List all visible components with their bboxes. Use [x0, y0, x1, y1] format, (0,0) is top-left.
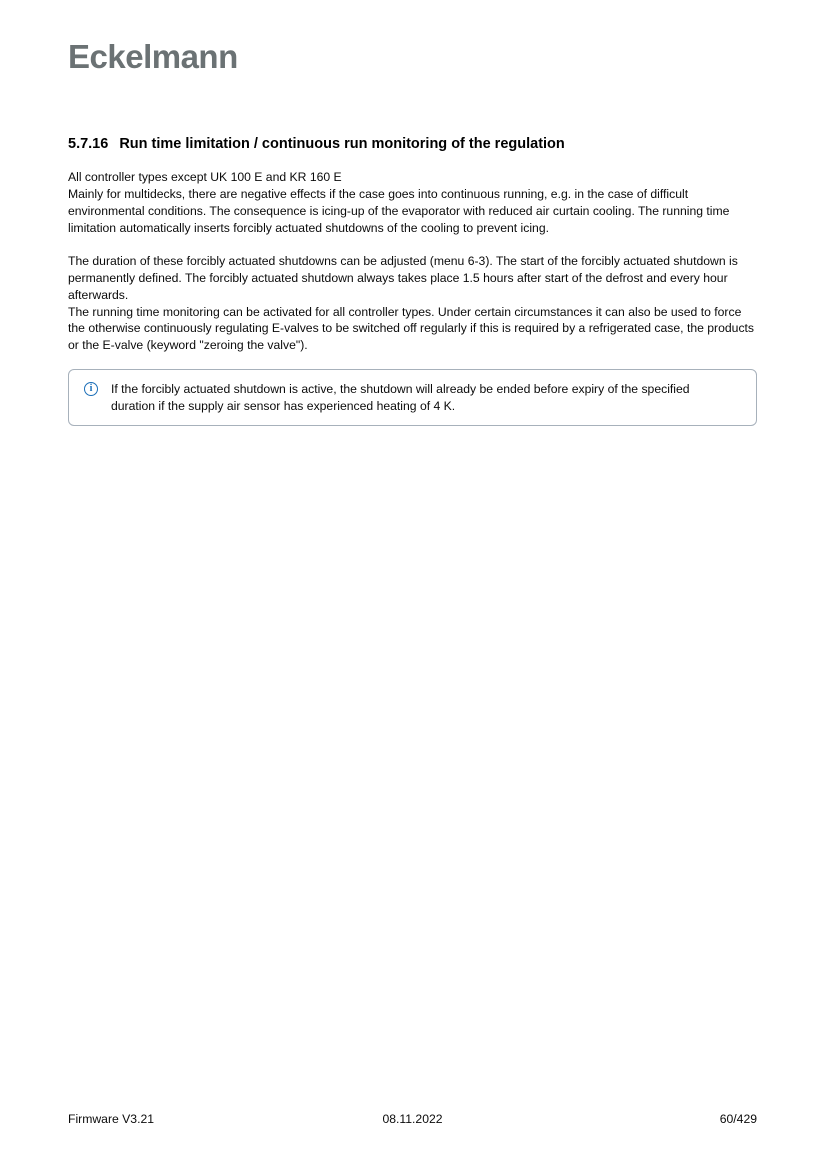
paragraph-2: The duration of these forcibly actuated shutdowns can be adjusted (menu 6-3). The start of the forcibly actuated shutdown is permanently defined. The forcibly actuated shutdown always takes place 1.5 hours after start of the defrost and every hour afterwards. — [68, 254, 738, 302]
page-content — [68, 40, 758, 426]
section-title: Run time limitation / continuous run monitoring of the regulation — [119, 136, 565, 152]
paragraph-intro: All controller types except UK 100 E and KR 160 E — [68, 170, 342, 185]
info-note-text: If the forcibly actuated shutdown is active, the shutdown will already be ended before expiry of the specified duration if the supply air sensor has experienced heating of 4 K. — [111, 381, 690, 413]
body-text — [68, 169, 758, 354]
section-number: 5.7.16 — [68, 136, 109, 152]
footer-page-number: 60/429 — [719, 1112, 758, 1126]
footer-date: 08.11.2022 — [382, 1112, 443, 1126]
footer-firmware-version: Firmware V3.21 — [68, 1112, 155, 1126]
info-note-box — [68, 369, 757, 427]
eckelmann-logo: Eckelmann — [68, 38, 238, 75]
paragraph-3: The running time monitoring can be activated for all controller types. Under certain circumstances it can also be used to force the otherwise continuously regulating E-valves to be switched off regularly if this is required by a refrigerated case, the products or the E-valve (keyword "zeroing the valve"). — [68, 304, 755, 353]
page-footer — [68, 1112, 757, 1126]
info-icon: i — [84, 382, 98, 396]
paragraph-1: Mainly for multidecks, there are negative effects if the case goes into continuous running, e.g. in the case of difficult environmental conditions. The consequence is icing-up of the evaporator with reduced air curtain cooling. The running time limitation automatically inserts forcibly actuated shutdowns of the cooling to prevent icing. — [68, 186, 730, 235]
section-heading — [68, 135, 758, 153]
